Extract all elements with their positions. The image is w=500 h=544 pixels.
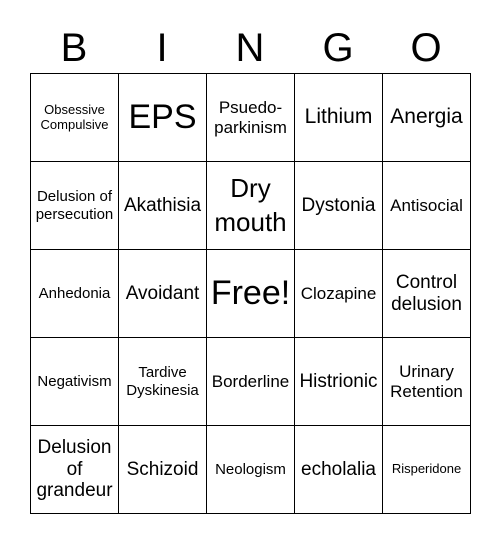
header-letter-b: B <box>60 26 88 70</box>
cell-label: Anergia <box>390 105 463 129</box>
bingo-cell[interactable] <box>383 426 471 514</box>
free-space[interactable] <box>207 250 295 338</box>
cell-label: Histrionic <box>299 370 378 392</box>
bingo-cell[interactable] <box>207 338 295 426</box>
bingo-cell[interactable] <box>31 338 119 426</box>
cell-label: Dry mouth <box>214 172 287 237</box>
bingo-cell[interactable] <box>119 338 207 426</box>
bingo-cell[interactable] <box>295 338 383 426</box>
bingo-cell[interactable] <box>295 426 383 514</box>
bingo-cell[interactable] <box>119 162 207 250</box>
cell-label: Urinary Retention <box>390 361 463 401</box>
bingo-cell[interactable] <box>383 338 471 426</box>
cell-label: Lithium <box>304 105 373 129</box>
cell-label: Borderline <box>211 371 290 391</box>
cell-label: Negativism <box>37 372 112 390</box>
bingo-cell[interactable] <box>119 250 207 338</box>
bingo-cell[interactable] <box>383 74 471 162</box>
cell-label: Neologism <box>215 460 286 478</box>
bingo-cell[interactable] <box>207 162 295 250</box>
cell-label: Clozapine <box>300 283 377 303</box>
cell-label: Delusion of persecution <box>35 188 114 223</box>
cell-label: Psuedo-parkinism <box>214 97 287 137</box>
cell-label: Tardive Dyskinesia <box>126 364 199 399</box>
bingo-grid <box>30 73 471 514</box>
cell-label: Risperidone <box>391 461 462 477</box>
bingo-cell[interactable] <box>31 162 119 250</box>
cell-label: Schizoid <box>126 458 199 480</box>
header-letter-i: I <box>156 26 168 70</box>
bingo-cell[interactable] <box>383 250 471 338</box>
cell-label: Free! <box>210 273 291 312</box>
bingo-header <box>30 22 470 74</box>
cell-label: Delusion of grandeur <box>36 436 113 502</box>
cell-label: Anhedonia <box>38 284 111 302</box>
cell-label: EPS <box>128 97 197 136</box>
bingo-cell[interactable] <box>119 74 207 162</box>
bingo-cell[interactable] <box>31 250 119 338</box>
bingo-cell[interactable] <box>295 162 383 250</box>
bingo-cell[interactable] <box>295 74 383 162</box>
header-letter-n: N <box>235 26 265 70</box>
bingo-cell[interactable] <box>31 74 119 162</box>
bingo-cell[interactable] <box>383 162 471 250</box>
bingo-cell[interactable] <box>207 74 295 162</box>
bingo-cell[interactable] <box>207 426 295 514</box>
cell-label: Akathisia <box>123 194 202 216</box>
cell-label: Antisocial <box>390 195 463 215</box>
cell-label: Dystonia <box>301 194 376 216</box>
cell-label: echolalia <box>301 458 376 480</box>
header-letter-o: O <box>410 26 442 70</box>
bingo-cell[interactable] <box>295 250 383 338</box>
bingo-cell[interactable] <box>119 426 207 514</box>
cell-label: Control delusion <box>391 271 462 315</box>
cell-label: Avoidant <box>125 282 200 304</box>
bingo-cell[interactable] <box>31 426 119 514</box>
header-letter-g: G <box>322 26 354 70</box>
cell-label: Obsessive Compulsive <box>40 101 109 132</box>
